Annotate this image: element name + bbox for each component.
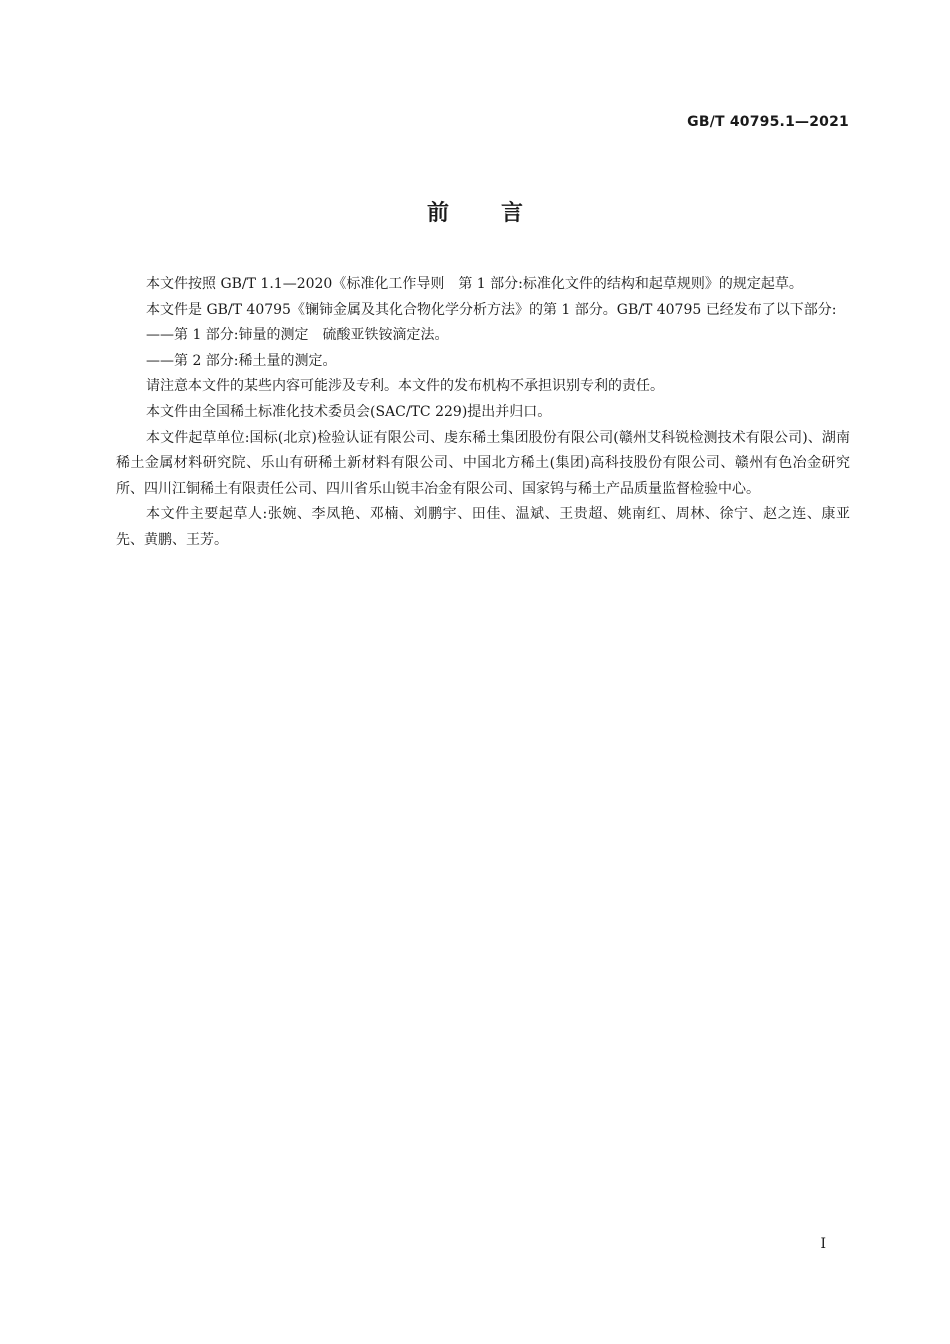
paragraph-part-statement: 本文件是 GB/T 40795《镧铈金属及其化合物化学分析方法》的第 1 部分。GB/T 40795 已经发布了以下部分:: [146, 301, 837, 318]
title-char-1: 前: [426, 201, 449, 226]
list-item-part-1: ——第 1 部分:铈量的测定 硫酸亚铁铵滴定法。: [146, 327, 449, 344]
paragraph-patent-notice: 请注意本文件的某些内容可能涉及专利。本文件的发布机构不承担识别专利的责任。: [146, 378, 664, 395]
paragraph-drafters: 本文件主要起草人:张婉、李凤艳、邓楠、刘鹏宇、田佳、温斌、王贵超、姚南红、周林、徐宁、赵之连、康亚先、黄鹏、王芳。: [116, 506, 850, 548]
page-title: [0, 196, 950, 227]
paragraph-drafting-rules: 本文件按照 GB/T 1.1—2020《标准化工作导则 第 1 部分:标准化文件的结构和起草规则》的规定起草。: [146, 276, 803, 292]
standard-number: GB/T 40795.1—2021: [687, 114, 849, 130]
title-char-2: 言: [501, 201, 524, 226]
foreword-body: [116, 272, 850, 554]
list-item-part-2: ——第 2 部分:稀土量的测定。: [146, 352, 337, 369]
paragraph-proposer: 本文件由全国稀土标准化技术委员会(SAC/TC 229)提出并归口。: [146, 403, 552, 420]
paragraph-drafting-units: 本文件起草单位:国标(北京)检验认证有限公司、虔东稀土集团股份有限公司(赣州艾科锐检测技术有限公司)、湖南稀土金属材料研究院、乐山有研稀土新材料有限公司、中国北方稀土(集团)高科技股份有限公司、赣州有色冶金研究所、四川江铜稀土有限责任公司、四川省乐山锐丰冶金有限公司、国家钨与稀土产品质量监督检验中心。: [116, 429, 850, 497]
page-number: I: [820, 1236, 826, 1252]
